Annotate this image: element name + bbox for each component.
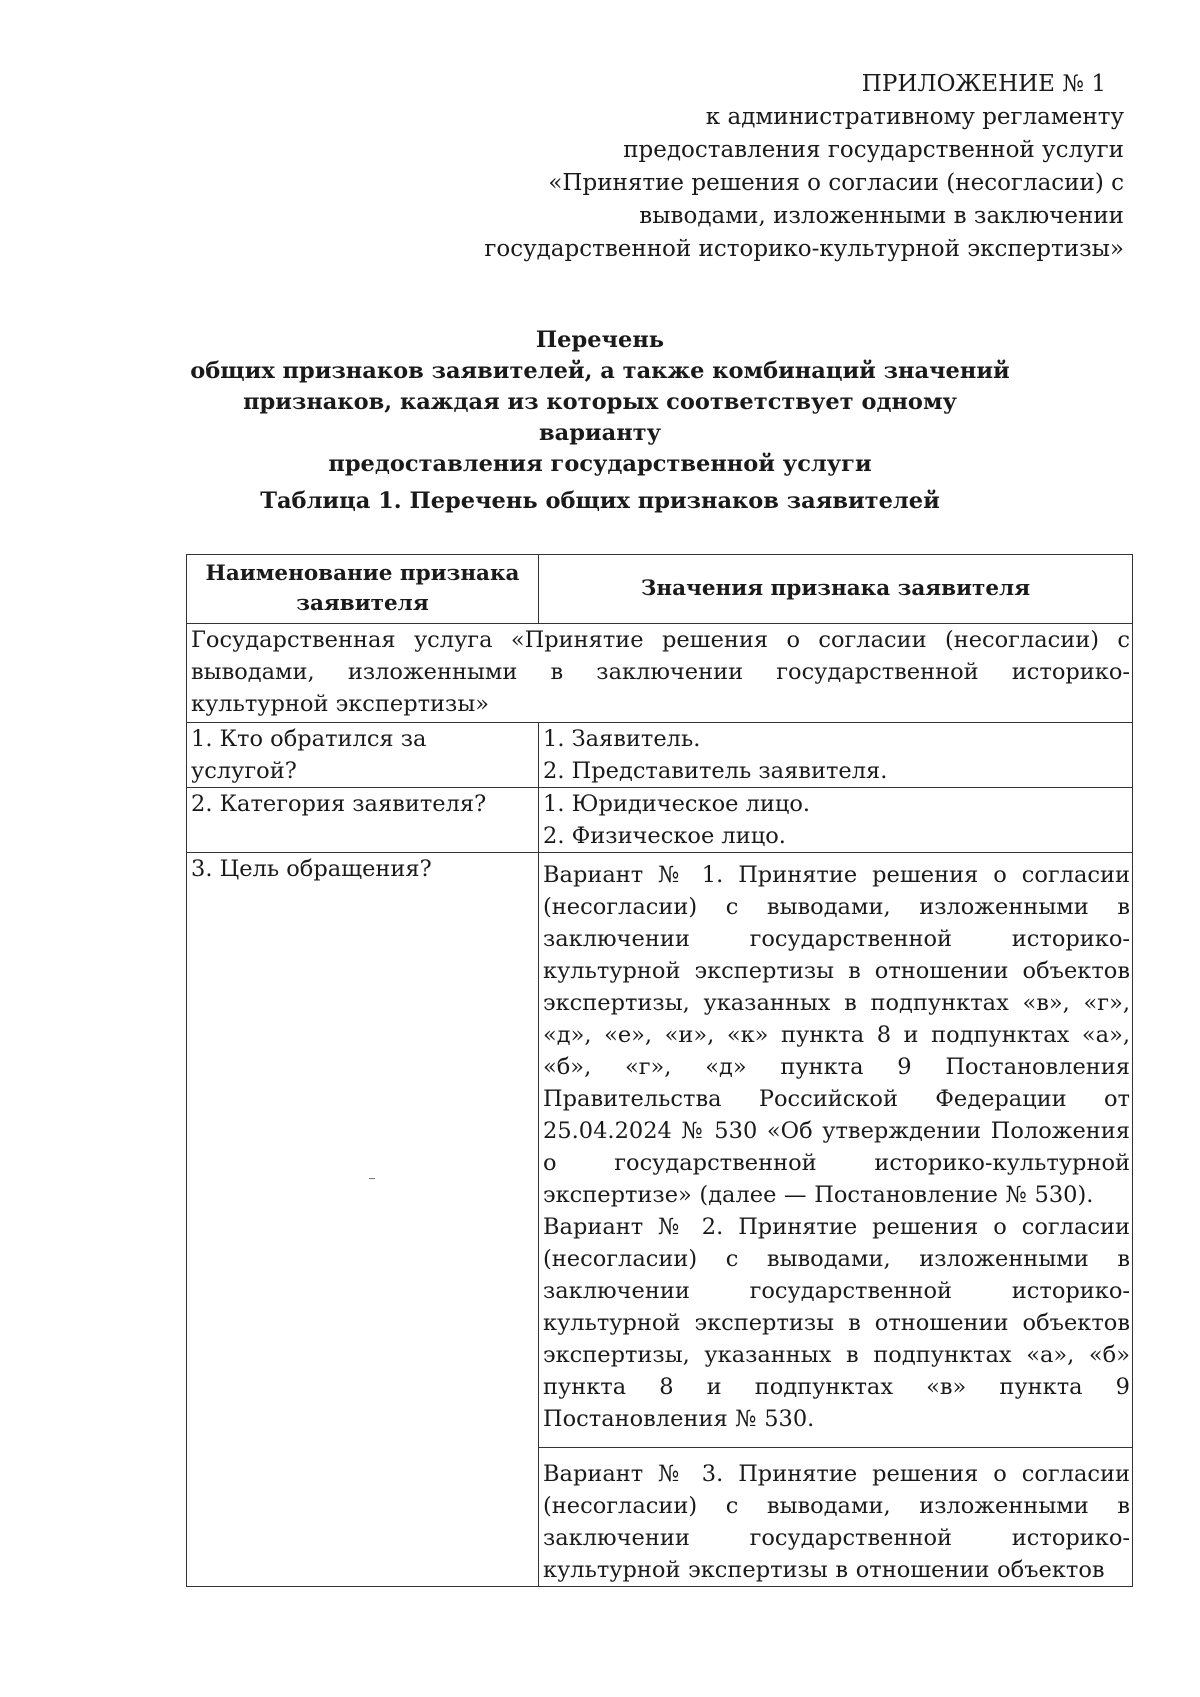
attribute-values-cell <box>539 788 1133 853</box>
annex-line: к административному регламенту <box>705 104 1124 130</box>
attribute-values-cell <box>539 723 1133 788</box>
variant-item: Вариант № 2. Принятие решения о согласии (несогласии) с выводами, изложенными в заключении государственной историко-культурной экспертизы в отношении объектов экспертизы, указанных в подпунктах «а», «б» пункта 8 и подпунктах «в» пункта 9 Постановления № 530. <box>543 1214 1130 1432</box>
annex-block <box>424 68 1124 266</box>
heading-line: признаков, каждая из которых соответствует одному варианту <box>243 389 957 446</box>
annex-line: предоставления государственной услуги <box>623 137 1124 163</box>
heading-line: Перечень <box>535 327 665 353</box>
table-row <box>187 853 1133 1587</box>
heading-line: предоставления государственной услуги <box>328 451 872 477</box>
table-caption: Таблица 1. Перечень общих признаков заявителей <box>260 488 940 514</box>
attributes-table <box>186 554 1133 1587</box>
value-item: 1. Заявитель. <box>543 726 701 752</box>
value-item: 2. Представитель заявителя. <box>543 758 888 784</box>
heading-line: общих признаков заявителей, а также комбинаций значений <box>190 358 1010 384</box>
table-row <box>187 788 1133 853</box>
value-item: 1. Юридическое лицо. <box>543 791 811 817</box>
table-row-service <box>187 624 1133 723</box>
attribute-values-cell <box>539 853 1133 1587</box>
attribute-name-cell: 1. Кто обратился за услугой? <box>187 723 539 788</box>
annex-line: выводами, изложенными в заключении <box>639 203 1124 229</box>
value-item: 2. Физическое лицо. <box>543 823 786 849</box>
document-heading <box>180 325 1020 480</box>
header-attribute-name: Наименование признака заявителя <box>187 555 539 624</box>
variant-item: Вариант № 3. Принятие решения о согласии (несогласии) с выводами, изложенными в заключении государственной историко-культурной экспертизы в отношении объектов <box>539 1447 1132 1586</box>
header-attribute-values: Значения признака заявителя <box>539 555 1133 624</box>
variant-item: Вариант № 1. Принятие решения о согласии (несогласии) с выводами, изложенными в заключении государственной историко-культурной экспертизы в отношении объектов экспертизы, указанных в подпунктах «в», «г», «д», «е», «и», «к» пункта 8 и подпунктах «а», «б», «г», «д» пункта 9 Постановления Правительства Российской Федерации от 25.04.2024 № 530 «Об утверждении Положения о государственной историко-культурной экспертизе» (далее — Постановление № 530). <box>543 862 1130 1208</box>
attribute-name-cell: 3. Цель обращения? <box>187 853 539 1587</box>
annex-title: ПРИЛОЖЕНИЕ № 1 <box>861 71 1106 97</box>
table-row <box>187 723 1133 788</box>
attribute-name-cell: 2. Категория заявителя? <box>187 788 539 853</box>
service-cell: Государственная услуга «Принятие решения о согласии (несогласии) с выводами, изложенными в заключении государственной историко-культурной экспертизы» <box>187 624 1133 723</box>
scan-mark <box>369 1178 375 1179</box>
annex-line: государственной историко-культурной экспертизы» <box>484 236 1124 262</box>
table-header-row <box>187 555 1133 624</box>
annex-line: «Принятие решения о согласии (несогласии) с <box>548 170 1124 196</box>
